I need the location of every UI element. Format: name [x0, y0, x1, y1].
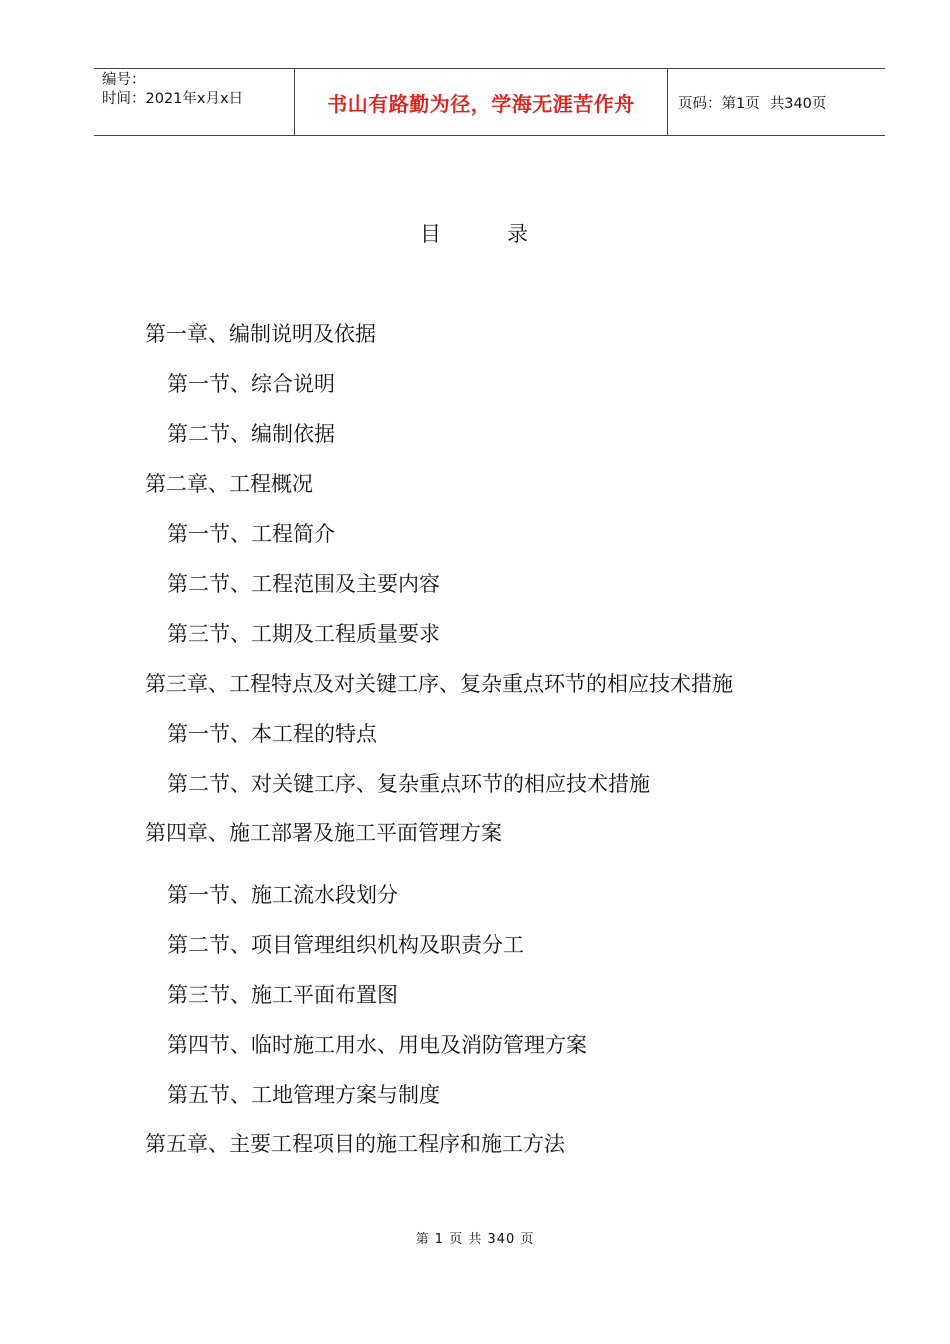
code-label: 编号： — [102, 72, 146, 88]
page-info-cell — [668, 69, 885, 135]
header-table — [94, 68, 885, 136]
motto-text: 书山有路勤为径，学海无涯苦作舟 — [327, 91, 635, 116]
toc-section-entry[interactable]: 第三节、施工平面布置图 — [167, 983, 398, 1007]
toc-section-entry[interactable]: 第四节、临时施工用水、用电及消防管理方案 — [167, 1033, 587, 1057]
toc-section-entry[interactable]: 第三节、工期及工程质量要求 — [167, 622, 440, 646]
toc-chapter-entry[interactable]: 第一章、编制说明及依据 — [145, 322, 376, 346]
page-footer — [0, 1228, 950, 1247]
toc-chapter-entry[interactable]: 第三章、工程特点及对关键工序、复杂重点环节的相应技术措施 — [145, 672, 733, 696]
toc-section-entry[interactable]: 第一节、施工流水段划分 — [167, 883, 398, 907]
footer-page-text: 第 1 页 共 340 页 — [415, 1232, 535, 1247]
toc-title-part2: 录 — [507, 222, 530, 246]
toc-section-entry[interactable]: 第二节、对关键工序、复杂重点环节的相应技术措施 — [167, 772, 650, 796]
toc-chapter-entry[interactable]: 第五章、主要工程项目的施工程序和施工方法 — [145, 1132, 565, 1156]
time-label: 时间：2021年x月x日 — [102, 91, 244, 107]
page-number-label: 页码：第1页 — [678, 95, 760, 112]
toc-section-entry[interactable]: 第五节、工地管理方案与制度 — [167, 1083, 440, 1107]
toc-section-entry[interactable]: 第二节、项目管理组织机构及职责分工 — [167, 933, 524, 957]
toc-chapter-entry[interactable]: 第二章、工程概况 — [145, 472, 313, 496]
toc-chapter-entry[interactable]: 第四章、施工部署及施工平面管理方案 — [145, 821, 502, 845]
header-info-cell — [94, 69, 295, 135]
toc-title — [0, 218, 950, 248]
total-pages-label: 共340页 — [769, 95, 827, 112]
toc-section-entry[interactable]: 第一节、工程简介 — [167, 522, 335, 546]
toc-section-entry[interactable]: 第一节、本工程的特点 — [167, 722, 377, 746]
toc-section-entry[interactable]: 第一节、综合说明 — [167, 372, 335, 396]
toc-title-part1: 目 — [420, 222, 443, 246]
toc-section-entry[interactable]: 第二节、工程范围及主要内容 — [167, 572, 440, 596]
toc-section-entry[interactable]: 第二节、编制依据 — [167, 422, 335, 446]
motto-cell — [295, 69, 668, 135]
